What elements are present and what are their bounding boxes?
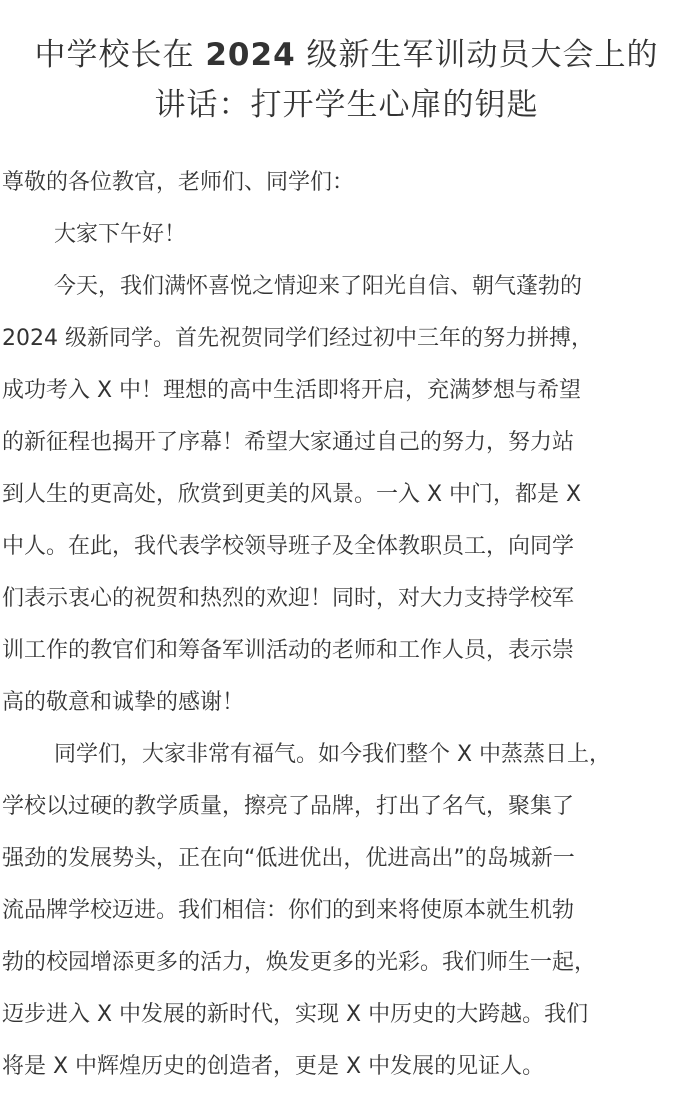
paragraph-line: 训工作的教官们和筹备军训活动的老师和工作人员，表示崇 bbox=[2, 638, 575, 663]
paragraph-line: 中人。在此，我代表学校领导班子及全体教职员工，向同学 bbox=[2, 534, 575, 559]
paragraph-line: 2024 级新同学。首先祝贺同学们经过初中三年的努力拼搏， bbox=[2, 326, 593, 351]
paragraph-line: 迈步进入 X 中发展的新时代，实现 X 中历史的大跨越。我们 bbox=[2, 1002, 589, 1027]
paragraph-line: 今天，我们满怀喜悦之情迎来了阳光自信、朝气蓬勃的 bbox=[54, 274, 583, 299]
paragraph-1 bbox=[2, 261, 691, 729]
title-line-2: 讲话：打开学生心扉的钥匙 bbox=[154, 87, 539, 123]
document-title bbox=[2, 0, 691, 130]
paragraph-line: 的新征程也揭开了序幕！希望大家通过自己的努力，努力站 bbox=[2, 430, 575, 455]
paragraph-line: 强劲的发展势头，正在向“低进优出，优进高出”的岛城新一 bbox=[2, 846, 575, 871]
paragraph-line: 们表示衷心的祝贺和热烈的欢迎！同时，对大力支持学校军 bbox=[2, 586, 575, 611]
title-prefix: 中学校长在 bbox=[34, 37, 206, 73]
paragraph-2 bbox=[2, 729, 691, 1093]
speech-body bbox=[2, 157, 691, 1093]
greeting: 大家下午好！ bbox=[54, 222, 187, 247]
title-year: 2024 bbox=[205, 37, 296, 73]
paragraph-line: 勃的校园增添更多的活力，焕发更多的光彩。我们师生一起， bbox=[2, 950, 597, 975]
paragraph-line: 成功考入 X 中！理想的高中生活即将开启，充满梦想与希望 bbox=[2, 378, 582, 403]
title-line-1 bbox=[2, 30, 691, 80]
paragraph-line: 将是 X 中辉煌历史的创造者，更是 X 中发展的见证人。 bbox=[2, 1054, 545, 1079]
paragraph-line: 到人生的更高处，欣赏到更美的风景。一入 X 中门，都是 X bbox=[2, 482, 582, 507]
title-suffix: 级新生军训动员大会上的 bbox=[295, 37, 659, 73]
paragraph-line: 学校以过硬的教学质量，擦亮了品牌，打出了名气，聚集了 bbox=[2, 794, 575, 819]
paragraph-line: 流品牌学校迈进。我们相信：你们的到来将使原本就生机勃 bbox=[2, 898, 575, 923]
salutation: 尊敬的各位教官，老师们、同学们： bbox=[2, 170, 355, 195]
paragraph-line: 高的敬意和诚挚的感谢！ bbox=[2, 690, 245, 715]
paragraph-line: 同学们，大家非常有福气。如今我们整个 X 中蒸蒸日上， bbox=[54, 742, 612, 767]
